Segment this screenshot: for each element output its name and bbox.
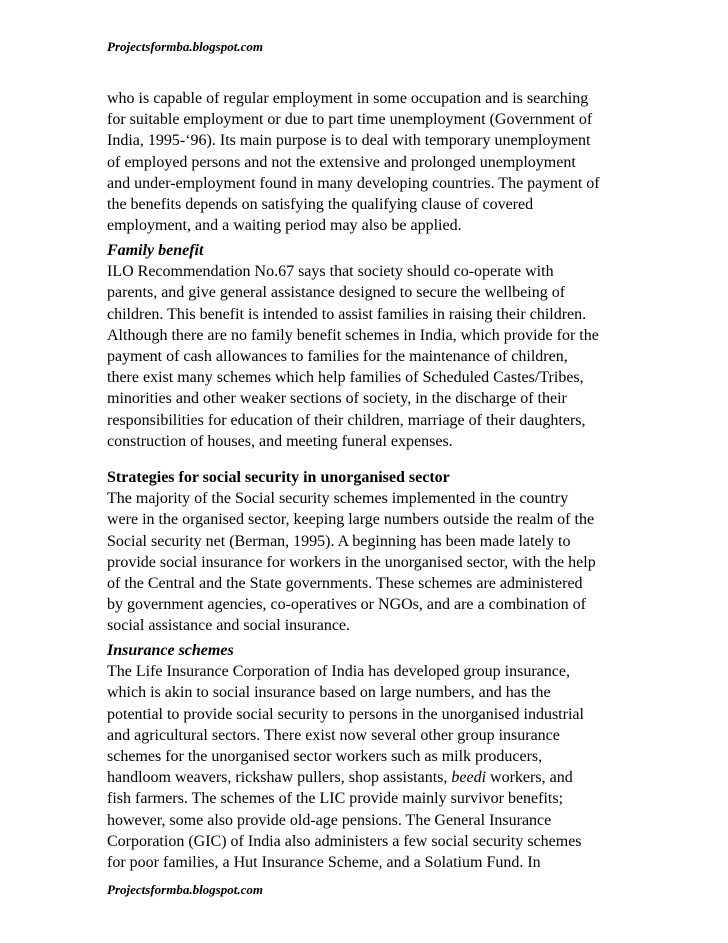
text-line: of employed persons and not the extensive and prolonged unemployment [107,153,576,171]
text-line: for poor families, a Hut Insurance Scheme, and a Solatium Fund. In [107,854,541,872]
italic-term: beedi [451,769,487,787]
text-line: payment of cash allowances to families for the maintenance of children, [107,348,568,366]
text-line: there exist many schemes which help families of Scheduled Castes/Tribes, [107,369,584,387]
text-line: Social security net (Berman, 1995). A beginning has been made lately to [107,532,571,550]
text-line: fish farmers. The schemes of the LIC provide mainly survivor benefits; [107,790,564,808]
text-line: provide social insurance for workers in the unorganised sector, with the help [107,553,596,571]
section-family-benefit [107,240,632,452]
text-line: however, some also provide old-age pensions. The General Insurance [107,811,552,829]
text-line: construction of houses, and meeting funeral expenses. [107,432,453,450]
text-segment: workers, and [486,769,573,787]
page-footer: Projectsformba.blogspot.com [107,882,263,897]
section-heading: Insurance schemes [107,642,234,659]
text-line: Corporation (GIC) of India also administers a few social security schemes [107,832,582,850]
text-line: of the Central and the State governments. These schemes are administered [107,575,583,593]
text-line: potential to provide social security to persons in the unorganised industrial [107,705,584,723]
text-line: minorities and other weaker sections of society, in the discharge of their [107,390,567,408]
page-header: Projectsformba.blogspot.com [107,39,263,54]
text-line: and agricultural sectors. There exist now several other group insurance [107,726,560,744]
section-heading: Family benefit [107,242,204,259]
text-line: ILO Recommendation No.67 says that society should co-operate with [107,263,554,281]
text-line: schemes for the unorganised sector workers such as milk producers, [107,748,543,766]
text-line: social assistance and social insurance. [107,617,351,635]
text-line: Although there are no family benefit schemes in India, which provide for the [107,326,599,344]
text-line: The Life Insurance Corporation of India has developed group insurance, [107,663,570,681]
section-strategies [107,467,632,637]
text-line: the benefits depends on satisfying the qualifying clause of covered [107,196,534,214]
text-line: children. This benefit is intended to assist families in raising their children. [107,305,587,323]
text-line: The majority of the Social security schemes implemented in the country [107,490,569,508]
text-line: and under-employment found in many developing countries. The payment of [107,174,600,192]
paragraph-unemployment [107,88,632,236]
text-line: India, 1995-‘96). Its main purpose is to deal with temporary unemployment [107,132,591,150]
text-segment: handloom weavers, rickshaw pullers, shop assistants, [107,769,452,787]
text-line: were in the organised sector, keeping large numbers outside the realm of the [107,511,595,529]
text-line-with-italic [107,767,632,788]
section-heading: Strategies for social security in unorganised sector [107,469,450,486]
text-line: for suitable employment or due to part time unemployment (Government of [107,111,593,129]
text-line: which is akin to social insurance based on large numbers, and has the [107,684,551,702]
section-insurance-schemes [107,640,632,873]
text-line: employment, and a waiting period may also be applied. [107,217,462,235]
text-line: responsibilities for education of their children, marriage of their daughters, [107,411,586,429]
text-line: by government agencies, co-operatives or NGOs, and are a combination of [107,596,586,614]
text-line: who is capable of regular employment in some occupation and is searching [107,90,589,107]
text-line: parents, and give general assistance designed to secure the wellbeing of [107,284,566,302]
